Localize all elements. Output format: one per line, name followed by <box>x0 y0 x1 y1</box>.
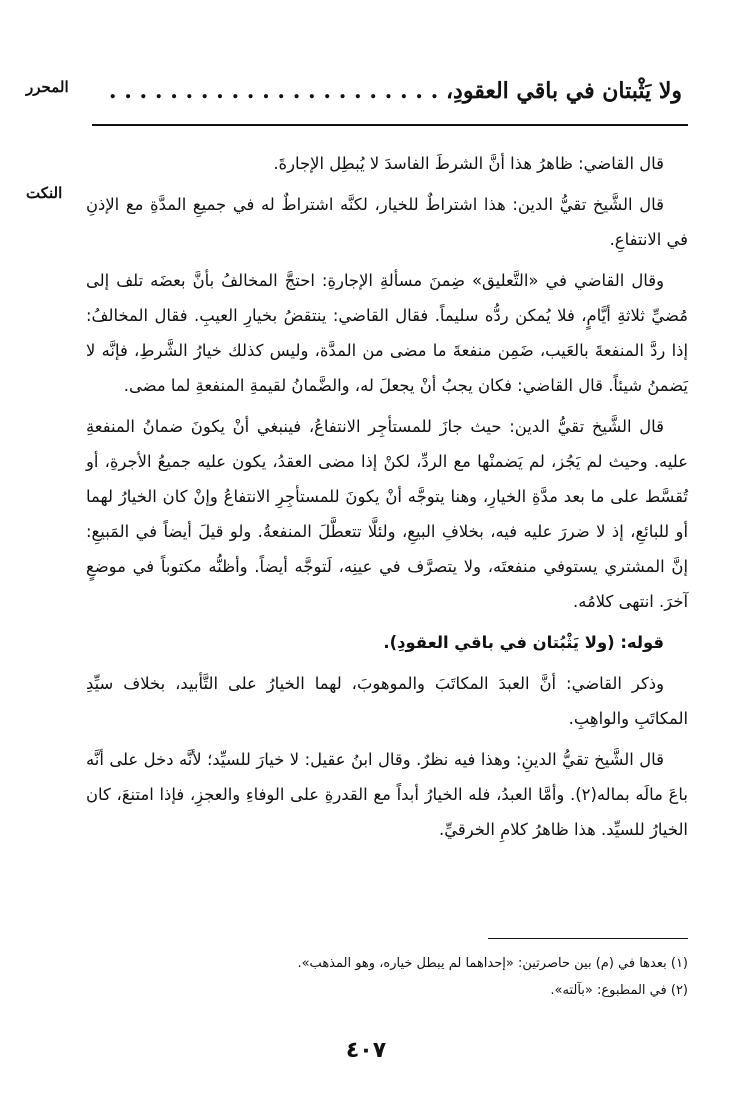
header-rule <box>92 124 688 126</box>
page-number: ٤٠٧ <box>345 1038 387 1063</box>
header-title: ولا يَثْبتان في باقي العقودِ، <box>445 78 682 104</box>
footnote-divider <box>488 938 688 939</box>
paragraph: وقال القاضي في «التَّعليق» ضِمنَ مسألةِ الإجارةِ: احتجَّ المخالفُ بأنَّ بعضَه تلف إلى مُضيِّ ثلاثةِ أيَّامٍ، فلا يُمكن ردُّه سليماً. فقال القاضي: ينتقضُ بخيارِ العيبِ. فقال المخالفُ: إذا ردَّ المنفعةَ بالعَيب، ضَمِن منفعةَ ما مضى من المدَّة، وليس كذلك خيارُ الشَّرطِ، فإنَّه لا يَضمنُ شيئاً. قال القاضي: فكان يجبُ أنْ يجعلَ له، والضَّمانُ لقيمةِ المنفعةِ لما مضى. <box>86 271 688 395</box>
header-dots: . . . . . . . . . . . . . . . . . . . . . . <box>108 78 446 104</box>
paragraph: قال القاضي: ظاهرُ هذا أنَّ الشرطَ الفاسدَ لا يُبطِل الإجارةَ. <box>273 154 664 173</box>
side-label-nukat: النكت <box>26 184 63 202</box>
header-text-line <box>109 78 682 104</box>
footnote: (٢) في المطبوع: «بآلته». <box>550 983 688 998</box>
footnotes <box>86 950 688 1004</box>
paragraph: وذكر القاضي: أنَّ العبدَ المكاتَبَ والموهوبَ، لهما الخيارُ على التَّأبيد، بخلاف سيِّدِ المكاتَبِ والواهِبِ. <box>86 674 688 728</box>
main-text <box>86 146 688 853</box>
side-label-muharrar: المحرر <box>26 78 69 96</box>
quoted-heading: قوله: (ولا يَثْبُتان في باقي العقودِ). <box>383 633 664 652</box>
footnote: (١) بعدها في (م) بين حاصرتين: «إحداهما لم يبطل خياره، وهو المذهب». <box>297 956 688 971</box>
paragraph: قال الشَّيخ تقيُّ الدين: هذا اشتراطٌ للخيار، لكنَّه اشتراطٌ له في جميعِ المدَّةِ مع الإذنِ في الانتفاعِ. <box>86 195 688 249</box>
paragraph: قال الشَّيخ تقيُّ الدين: حيث جازَ للمستأجِر الانتفاعُ، فينبغي أنْ يكونَ ضمانُ المنفعةِ عليه. وحيث لم يَجُز، لم يَضمنْها مع الردِّ، لكنْ إذا مضى العقدُ، يكون عليه جميعُ الأجرةِ، أو تُقسَّط على ما بعد مدَّةِ الخيارِ، وهنا يتوجَّه أنْ يكونَ للمستأجِرِ الانتفاعُ وإنْ كان الخيارُ لهما أو للبائعِ، إذ لا ضررَ عليه فيه، بخلافِ البيعِ، ولئلَّا تتعطَّلَ المنفعةُ. ولو قيلَ أيضاً في المَبيعِ: إنَّ المشتري يستوفي منفعتَه، ولا يتصرَّف في عينِه، لَتوجَّه أيضاً. وأظنُّه مكتوباً في موضعٍ آخرَ. انتهى كلامُه. <box>86 417 688 611</box>
running-header <box>92 68 688 126</box>
paragraph: قال الشَّيخ تقيُّ الدينِ: وهذا فيه نظرٌ. وقال ابنُ عقيل: لا خيارَ للسيِّد؛ لأنَّه دخل على أنَّه باعَ مالَه بماله(٢). وأمَّا العبدُ، فله الخيارُ أبداً مع القدرةِ على الوفاءِ والعجزِ، فإذا امتنعَ، كان الخيارُ للسيِّد. هذا ظاهرُ كلامِ الخرقيِّ. <box>86 750 688 839</box>
